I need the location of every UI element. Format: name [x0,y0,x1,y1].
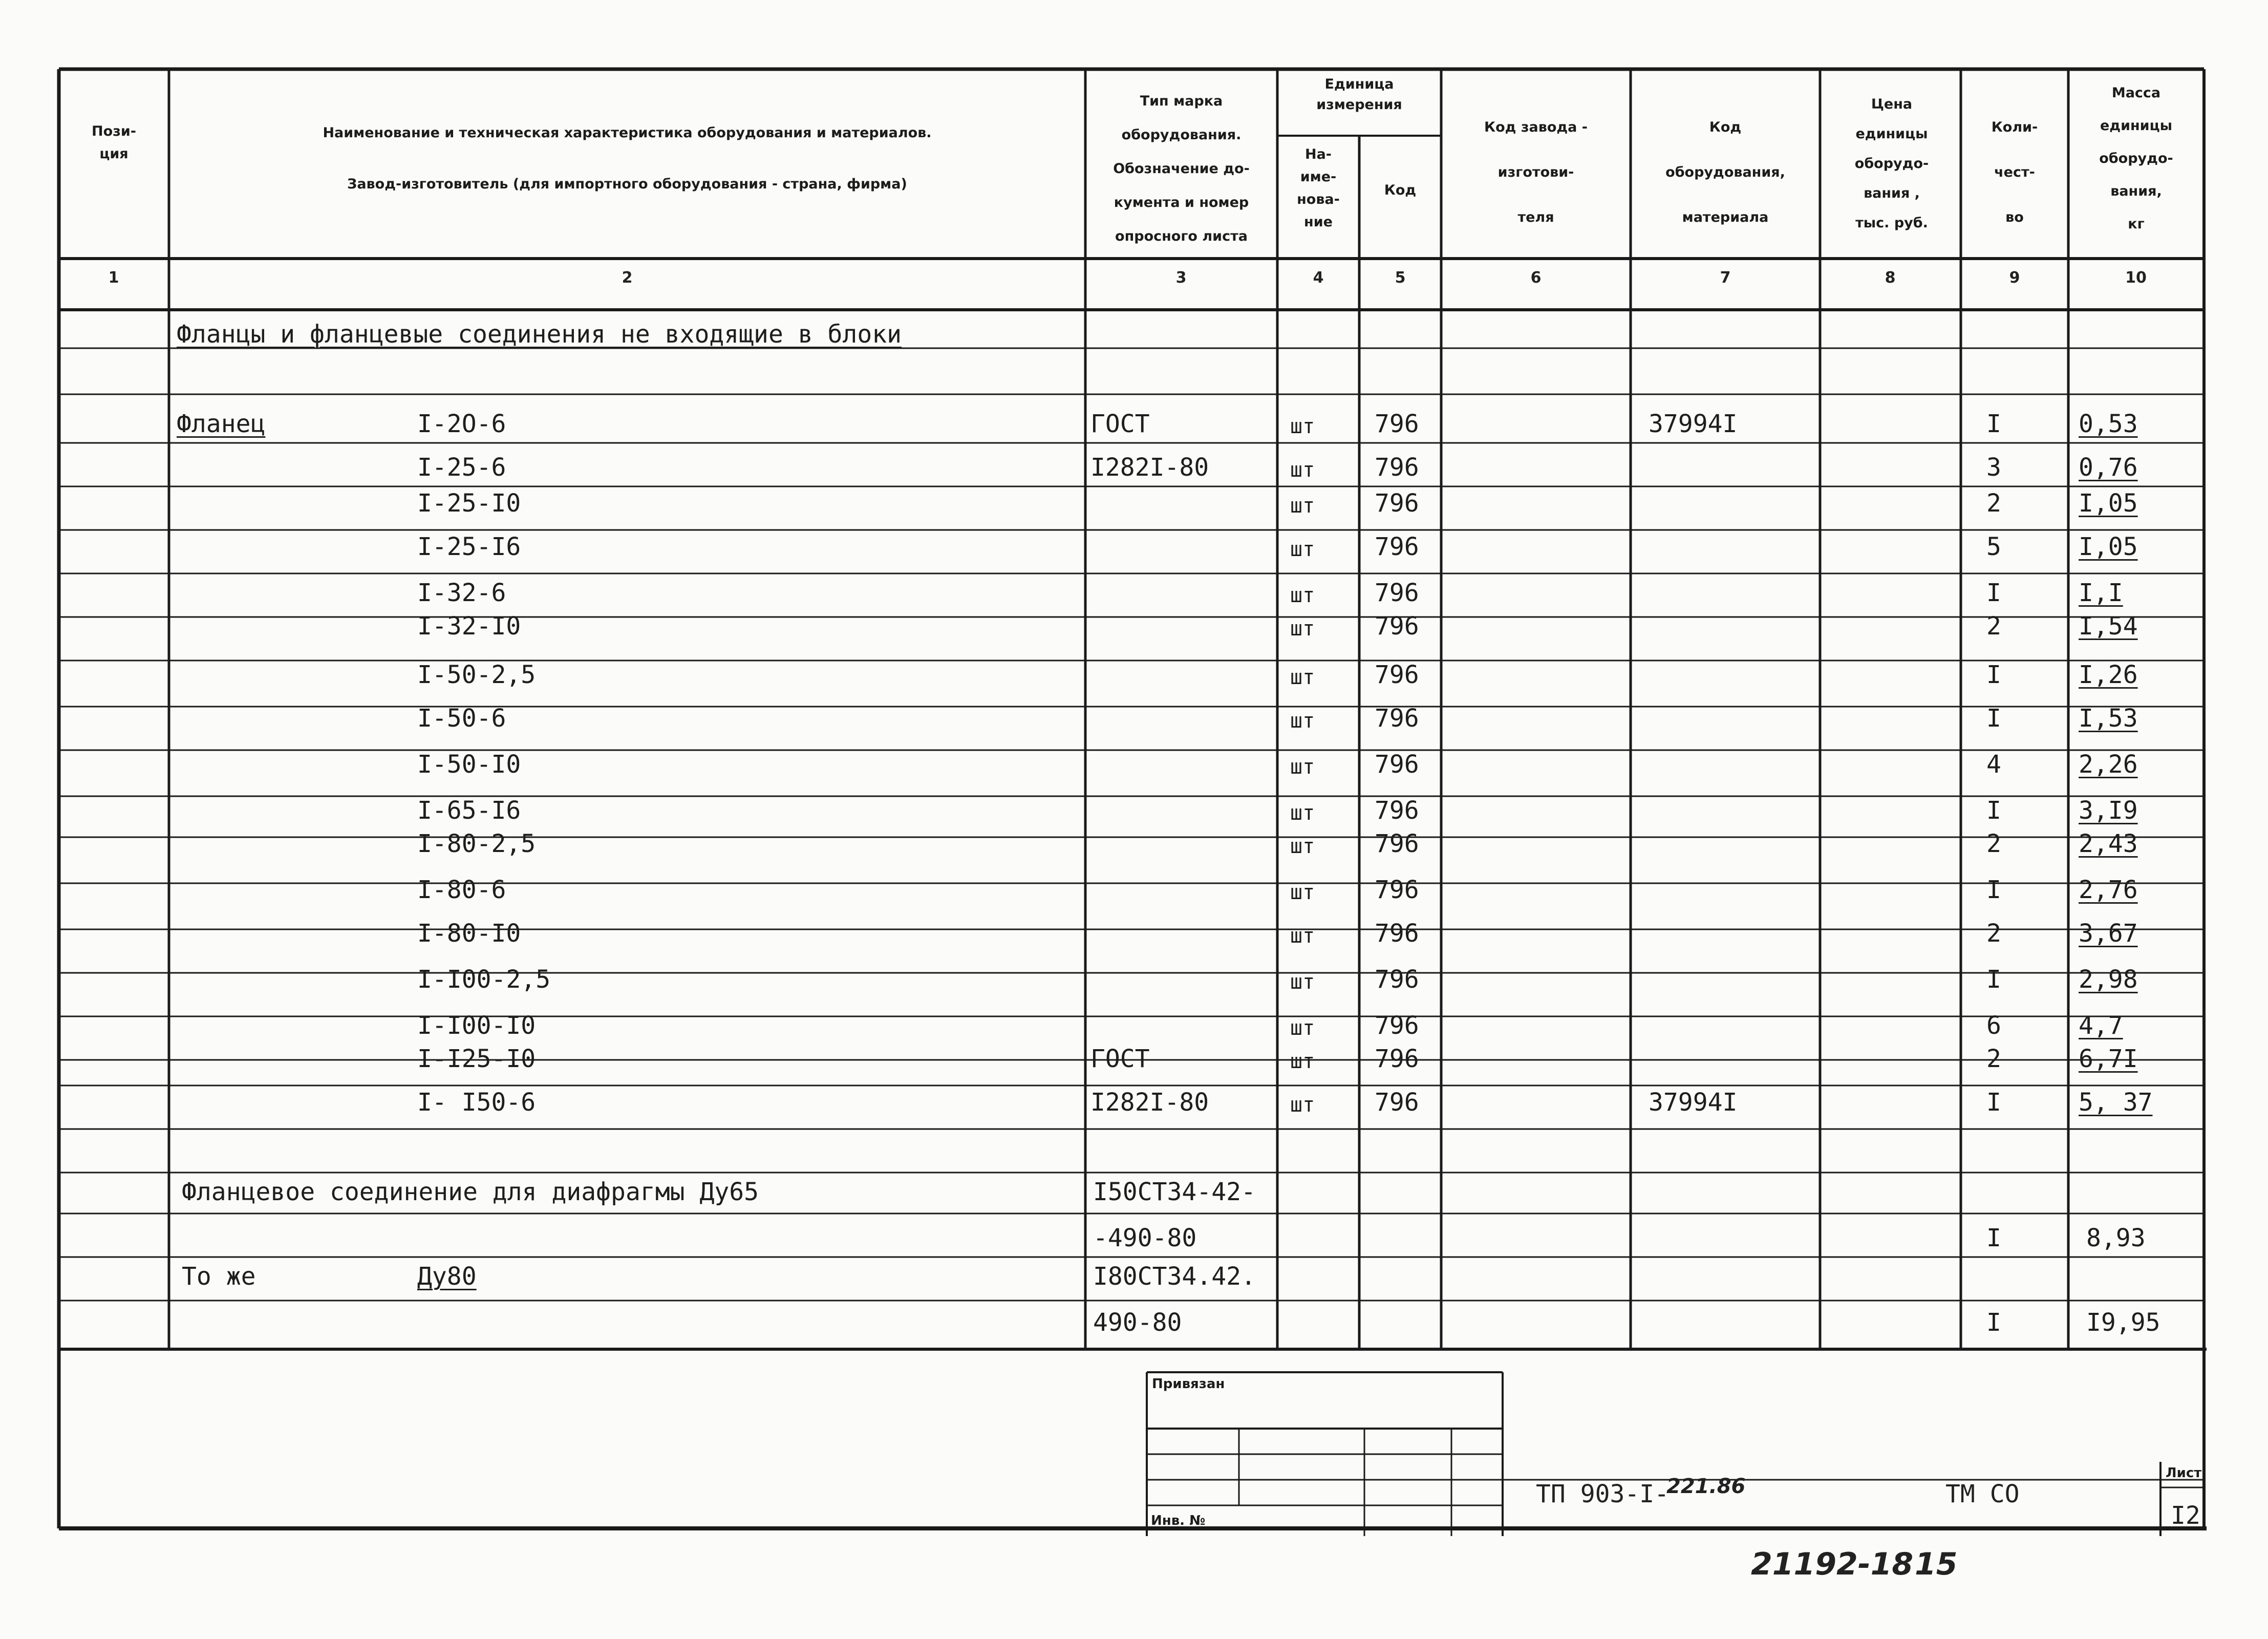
row-unit: шт [1290,415,1315,438]
row-mass: I,53 [2079,704,2138,733]
row-mark: I-25-I0 [417,489,521,518]
row-code: 796 [1375,750,1419,779]
row-unit: шт [1290,666,1315,689]
row-doc: ГОСТ [1090,410,1150,438]
column-number: 10 [2125,269,2147,287]
column-number: 2 [622,269,633,287]
row-code: 796 [1375,1011,1419,1040]
row-quantity: 2 [1986,489,2001,518]
stamp-section: ТМ СО [1945,1480,2020,1508]
row-unit: шт [1290,1050,1315,1073]
column-number: 7 [1720,269,1731,287]
row-code: 796 [1375,579,1419,607]
row-mark: I-25-6 [417,453,506,482]
row-unit: шт [1290,538,1315,561]
column-number: 1 [108,269,119,287]
row-quantity: 2 [1986,829,2001,858]
row-unit: шт [1290,709,1315,733]
row-mass: I,I [2079,579,2123,607]
extra-row-name: Фланцевое соединение для диафрагмы Ду65 [182,1178,759,1206]
col-header-position: Пози- ция [92,123,136,162]
row-mark: I-25-I6 [417,533,521,561]
column-number: 3 [1175,269,1187,287]
row-unit: шт [1290,1093,1315,1117]
row-equipment-code: 37994I [1649,410,1738,438]
row-quantity: 3 [1986,453,2001,482]
row-mass: 3,67 [2079,919,2138,948]
row-code: 796 [1375,612,1419,641]
row-code: 796 [1375,1088,1419,1117]
row-code: 796 [1375,533,1419,561]
extra-row-doc: 490-80 [1093,1308,1182,1337]
row-code: 796 [1375,704,1419,733]
row-mass: 2,98 [2079,965,2138,994]
row-mark: I-I00-2,5 [417,965,551,994]
col-header-quantity: Коли- чест- во [1991,119,2038,225]
row-quantity: I [1986,579,2001,607]
row-quantity: 2 [1986,1045,2001,1073]
row-mark: I-32-I0 [417,612,521,641]
extra-row-quantity: I [1986,1308,2001,1337]
row-doc: I282I-80 [1090,453,1209,482]
col-header-name: Наименование и техническая характеристика оборудования и материалов. Завод-изготовитель (для импортного оборудования - страна, фирма) [323,125,932,192]
row-unit: шт [1290,924,1315,948]
col-header-factory-code: Код завода - изготови- теля [1484,119,1588,225]
row-code: 796 [1375,829,1419,858]
row-quantity: 2 [1986,612,2001,641]
row-mark: I-80-6 [417,876,506,904]
row-code: 796 [1375,661,1419,689]
row-code: 796 [1375,1045,1419,1073]
row-mark: I- I50-6 [417,1088,536,1117]
row-quantity: I [1986,410,2001,438]
column-number: 4 [1313,269,1324,287]
extra-row-doc: I50СТ34-42- [1093,1178,1256,1206]
col-header-type: Тип марка оборудования. Обозначение до- кумента и номер опросного листа [1113,93,1250,244]
row-code: 796 [1375,965,1419,994]
row-mark: I-80-I0 [417,919,521,948]
row-mark: I-80-2,5 [417,829,536,858]
col-header-mass: Масса единицы оборудо- вания, кг [2099,85,2173,232]
row-mass: 6,7I [2079,1045,2138,1073]
row-unit: шт [1290,458,1315,482]
row-quantity: I [1986,796,2001,825]
col-header-unit-code: Код [1384,182,1417,198]
stamp-doc-code: ТП 903-I- [1536,1480,1670,1508]
column-number: 9 [2009,269,2020,287]
row-code: 796 [1375,489,1419,518]
row-mass: 2,43 [2079,829,2138,858]
row-quantity: I [1986,704,2001,733]
row-unit: шт [1290,584,1315,607]
row-mark: I-2О-6 [417,410,506,438]
footer-page-number: 15 [1915,1546,1958,1582]
row-mark: I-32-6 [417,579,506,607]
row-mass: 2,76 [2079,876,2138,904]
row-mark: I-I25-I0 [417,1045,536,1073]
row-mark: I-65-I6 [417,796,521,825]
row-unit: шт [1290,835,1315,858]
row-mass: 0,53 [2079,410,2138,438]
stamp-doc-code-handwritten: 221.86 [1666,1475,1746,1498]
row-mass: I,26 [2079,661,2138,689]
row-mass: 4,7 [2079,1011,2123,1040]
row-quantity: I [1986,1088,2001,1117]
col-header-unit-name: На- име- нова- ние [1297,146,1340,230]
row-code: 796 [1375,796,1419,825]
row-unit: шт [1290,1016,1315,1040]
row-mass: I,05 [2079,489,2138,518]
row-mark: I-50-6 [417,704,506,733]
row-mark: I-I00-I0 [417,1011,536,1040]
row-mark: I-50-2,5 [417,661,536,689]
row-unit: шт [1290,970,1315,994]
row-unit: шт [1290,801,1315,825]
row-equipment-code: 37994I [1649,1088,1738,1117]
row-code: 796 [1375,453,1419,482]
row-mass: 3,I9 [2079,796,2138,825]
col-header-units: Единица измерения [1316,76,1402,113]
col-header-price: Цена единицы оборудо- вания , тыс. руб. [1854,96,1929,231]
row-quantity: 5 [1986,533,2001,561]
row-doc: ГОСТ [1090,1045,1150,1073]
column-number: 8 [1885,269,1896,287]
extra-row-mass: 8,93 [2086,1224,2146,1252]
row-mass: I,05 [2079,533,2138,561]
row-name: Фланец [177,410,266,438]
extra-row-name: То же [182,1262,256,1291]
row-quantity: I [1986,965,2001,994]
row-quantity: 6 [1986,1011,2001,1040]
row-mark: I-50-I0 [417,750,521,779]
row-mass: 2,26 [2079,750,2138,779]
row-mass: I,54 [2079,612,2138,641]
row-mass: 5, 37 [2079,1088,2153,1117]
stamp-sheet-label: Лист [2166,1465,2202,1481]
row-unit: шт [1290,755,1315,779]
footer-handwritten-note: 21192-18 [1751,1546,1914,1582]
col-header-equipment-code: Код оборудования, материала [1665,119,1785,225]
extra-row-quantity: I [1986,1224,2001,1252]
row-code: 796 [1375,876,1419,904]
extra-row-mass: I9,95 [2086,1308,2160,1337]
row-quantity: 2 [1986,919,2001,948]
row-quantity: I [1986,876,2001,904]
row-quantity: I [1986,661,2001,689]
row-unit: шт [1290,617,1315,641]
stamp-inventory-label: Инв. № [1151,1513,1206,1528]
row-mass: 0,76 [2079,453,2138,482]
row-unit: шт [1290,494,1315,518]
row-quantity: 4 [1986,750,2001,779]
column-number: 6 [1530,269,1542,287]
extra-row-doc: I80СТ34.42. [1093,1262,1256,1291]
row-doc: I282I-80 [1090,1088,1209,1117]
row-code: 796 [1375,919,1419,948]
row-code: 796 [1375,410,1419,438]
section-title: Фланцы и фланцевые соединения не входящие в блоки [177,320,902,349]
extra-row-doc: -490-80 [1093,1224,1197,1252]
stamp-sheet-number: I2 [2171,1501,2200,1530]
column-number: 5 [1395,269,1406,287]
extra-row-mark: Ду80 [417,1262,477,1291]
stamp-linked-label: Привязан [1152,1376,1225,1392]
row-unit: шт [1290,881,1315,904]
